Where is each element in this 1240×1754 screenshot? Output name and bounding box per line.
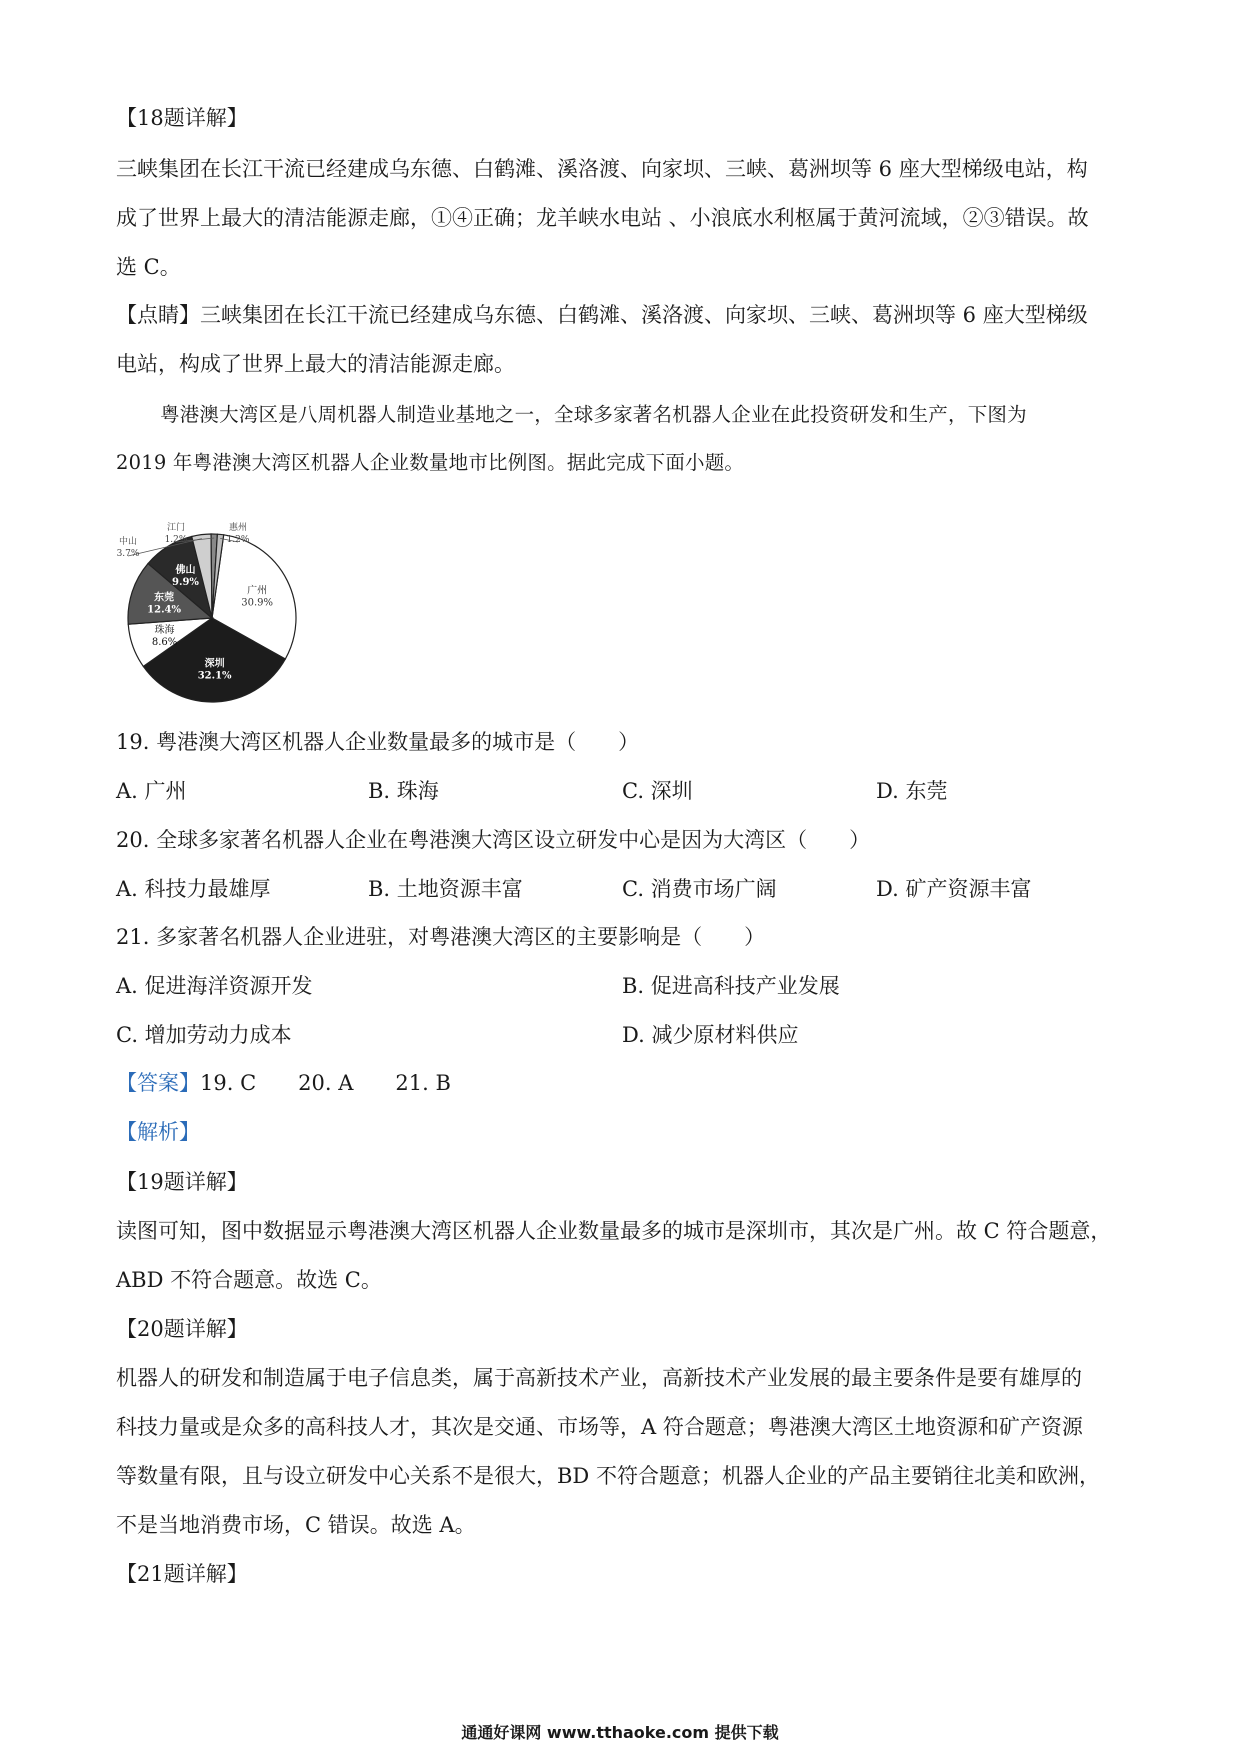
pie-value-6: 1.2% xyxy=(164,535,188,545)
sec19-line-1: 读图可知，图中数据显示粤港澳大湾区机器人企业数量最多的城市是深圳市，其次是广州。故 C 符合题意， xyxy=(116,1219,1112,1243)
pie-value-5: 3.7% xyxy=(116,549,140,559)
answer-20: 20. A xyxy=(298,1071,354,1095)
sec19-line-2: ABD 不符合题意。故选 C。 xyxy=(116,1268,382,1292)
q21-option-b: B. 促进高科技产业发展 xyxy=(622,974,840,998)
sec18-note-line-2: 电站，构成了世界上最大的清洁能源走廊。 xyxy=(116,352,515,376)
answer-tag: 【答案】 xyxy=(116,1071,200,1095)
sec18-body-line-1: 三峡集团在长江干流已经建成乌东德、白鹤滩、溪洛渡、向家坝、三峡、葛洲坝等 6 座大型梯级电站，构 xyxy=(116,157,1088,181)
answer-line xyxy=(116,1069,1130,1097)
note-tag: 【点睛】 xyxy=(116,303,200,327)
sec19-heading: 【19题详解】 xyxy=(116,1170,248,1194)
sec20-line-1: 机器人的研发和制造属于电子信息类，属于高新技术产业，高新技术产业发展的最主要条件是要有雄厚的 xyxy=(116,1366,1082,1390)
footer-credit: 通通好课网 www.tthaoke.com 提供下载 xyxy=(461,1723,779,1742)
q21-option-c: C. 增加劳动力成本 xyxy=(116,1023,292,1047)
sec18-heading: 【18题详解】 xyxy=(116,106,248,130)
q19-option-c: C. 深圳 xyxy=(622,779,693,803)
q20-option-c: C. 消费市场广阔 xyxy=(622,877,777,901)
sec18-body-line-2: 成了世界上最大的清洁能源走廊，①④正确；龙羊峡水电站 、小浪底水利枢属于黄河流域，②③错误。故 xyxy=(116,206,1089,230)
analysis-tag: 【解析】 xyxy=(116,1120,200,1144)
pie-label-0: 广州 xyxy=(247,585,268,597)
pie-label-6: 江门 xyxy=(166,523,186,533)
intro-line-2: 2019 年粤港澳大湾区机器人企业数量地市比例图。据此完成下面小题。 xyxy=(116,451,745,474)
q20-stem: 20. 全球多家著名机器人企业在粤港澳大湾区设立研发中心是因为大湾区（ ） xyxy=(116,828,871,852)
pie-label-4: 佛山 xyxy=(175,565,196,577)
sec18-body-line-3: 选 C。 xyxy=(116,255,181,279)
pie-label-5: 中山 xyxy=(118,537,138,547)
answer-21: 21. B xyxy=(395,1071,451,1095)
q20-option-b: B. 土地资源丰富 xyxy=(368,877,523,901)
sec21-heading: 【21题详解】 xyxy=(116,1562,248,1586)
pie-value-0: 30.9% xyxy=(241,597,274,609)
note-text: 三峡集团在长江干流已经建成乌东德、白鹤滩、溪洛渡、向家坝、三峡、葛洲坝等 6 座大型梯级 xyxy=(200,303,1088,327)
intro-line-1: 粤港澳大湾区是八周机器人制造业基地之一，全球多家著名机器人企业在此投资研发和生产，下图为 xyxy=(160,403,1027,426)
q19-option-a: A. 广州 xyxy=(116,779,187,803)
pie-label-2: 珠海 xyxy=(154,625,175,637)
pie-label-3: 东莞 xyxy=(154,592,175,604)
pie-value-4: 9.9% xyxy=(172,577,199,589)
q19-option-d: D. 东莞 xyxy=(876,779,948,803)
q20-option-d: D. 矿产资源丰富 xyxy=(876,877,1032,901)
q20-option-a: A. 科技力最雄厚 xyxy=(116,877,271,901)
pie-label-1: 深圳 xyxy=(204,658,225,670)
q21-stem: 21. 多家著名机器人企业进驻，对粤港澳大湾区的主要影响是（ ） xyxy=(116,925,766,949)
q19-stem: 19. 粤港澳大湾区机器人企业数量最多的城市是（ ） xyxy=(116,730,640,754)
pie-value-2: 8.6% xyxy=(151,637,178,649)
q19-option-b: B. 珠海 xyxy=(368,779,439,803)
answer-19: 19. C xyxy=(200,1071,257,1095)
q21-option-d: D. 减少原材料供应 xyxy=(622,1023,799,1047)
sec20-line-4: 不是当地消费市场，C 错误。故选 A。 xyxy=(116,1513,476,1537)
pie-label-7: 惠州 xyxy=(228,523,248,533)
sec20-line-3: 等数量有限，且与设立研发中心关系不是很大，BD 不符合题意；机器人企业的产品主要销往北美和欧洲， xyxy=(116,1464,1100,1488)
pie-value-3: 12.4% xyxy=(147,604,182,616)
q21-option-a: A. 促进海洋资源开发 xyxy=(116,974,313,998)
pie-value-7: 1.2% xyxy=(226,535,250,545)
sec20-line-2: 科技力量或是众多的高科技人才，其次是交通、市场等，A 符合题意；粤港澳大湾区土地资源和矿产资源 xyxy=(116,1415,1083,1439)
pie-chart xyxy=(112,488,312,708)
pie-value-1: 32.1% xyxy=(197,670,232,682)
sec18-note-line-1 xyxy=(116,301,1130,329)
sec20-heading: 【20题详解】 xyxy=(116,1317,248,1341)
